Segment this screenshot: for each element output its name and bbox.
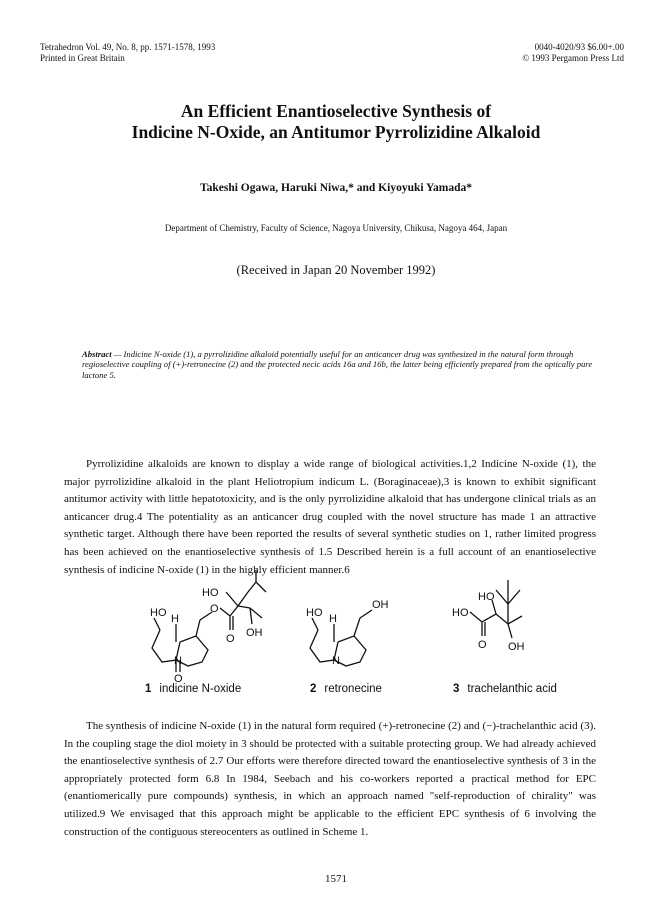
caption-compound-2 bbox=[310, 683, 382, 695]
o-carbonyl-label-1: O bbox=[226, 633, 235, 645]
caption-compound-1 bbox=[145, 683, 241, 695]
n-label-1: N bbox=[174, 655, 182, 667]
abstract-label: Abstract bbox=[82, 349, 112, 359]
o-nitroxide-label-1: O bbox=[174, 673, 183, 685]
compound-name-3: trachelanthic acid bbox=[467, 683, 557, 695]
abstract-text: — Indicine N-oxide (1), a pyrrolizidine alkaloid potentially useful for an anticancer drug was synthesized in the natural form through regioselective coupling of (+)-retronecine (2) and the protected necic acids 16a and 16b, the latter being efficiently prepared from the optically pure lactone 5. bbox=[82, 349, 593, 380]
body-paragraph: The synthesis of indicine N-oxide (1) in the natural form required (+)-retronecine (2) and (−)-trachelanthic acid (3). In the coupling stage the diol moiety in 3 should be protected with a suitable protecting group. We had already achieved the enantioselective synthesis of 2.7 Our efforts were therefore directed toward the enantioselective synthesis of 3 in the appropriately protected form 6.8 In 1984, Seebach and his co-workers reported a practical method for EPC (enantiomerically pure compounds) synthesis, in which an approach named "self-reproduction of chirality" was utilized.9 We envisaged that this approach might be applicable to the efficient EPC synthesis of 6 involving the construction of the contiguous stereocenters as outlined in Scheme 1. bbox=[64, 720, 596, 838]
compound-number-2: 2 bbox=[310, 683, 317, 695]
page-number: 1571 bbox=[325, 873, 347, 885]
journal-header-left bbox=[40, 42, 215, 64]
abstract bbox=[82, 349, 598, 380]
ho-label-1b: HO bbox=[202, 587, 219, 599]
authors: Takeshi Ogawa, Haruki Niwa,* and Kiyoyuki Yamada* bbox=[199, 182, 473, 194]
n-label-2: N bbox=[332, 655, 340, 667]
intro-paragraph: Pyrrolizidine alkaloids are known to display a wide range of biological activities.1,2 Indicine N-oxide (1), the major pyrrolizidine alkaloid in the plant Heliotropium indicum L. (Boraginaceae),3 is known to exhibit significant antitumor activity with little hepatotoxicity, and is the only pyrrolizidine alkaloid that has undergone clinical trials as an anticancer drug.4 The potentiality as an anticancer drug coupled with the novel structure has made 1 an attractive synthetic target. Although there have been reported the results of several synthetic studies on 1, rather limited progress has been achieved on the enantioselective synthesis of 1.5 Described herein is a full account of an enantioselective synthesis of indicine N-oxide (1) in the highly efficient manner.6 bbox=[64, 458, 596, 576]
received-date: (Received in Japan 20 November 1992) bbox=[236, 263, 436, 277]
title-line-2: Indicine N-Oxide, an Antitumor Pyrrolizidine Alkaloid bbox=[131, 122, 541, 142]
affiliation: Department of Chemistry, Faculty of Science, Nagoya University, Chikusa, Nagoya 464, Japan bbox=[164, 223, 508, 233]
h-label-1: H bbox=[171, 613, 179, 625]
structure-retronecine bbox=[306, 599, 389, 667]
journal-citation: Tetrahedron Vol. 49, No. 8, pp. 1571-1578, 1993 bbox=[40, 42, 216, 52]
caption-compound-3 bbox=[453, 683, 557, 695]
structure-trachelanthic-acid bbox=[452, 580, 525, 653]
title-line-1: An Efficient Enantioselective Synthesis of bbox=[180, 101, 492, 121]
ho-label-3: HO bbox=[452, 607, 469, 619]
printed-location: Printed in Great Britain bbox=[40, 53, 125, 63]
o-label-3: O bbox=[478, 639, 487, 651]
ho-label-2: HO bbox=[306, 607, 323, 619]
compound-name-2: retronecine bbox=[324, 683, 382, 695]
journal-header-right bbox=[522, 42, 624, 64]
ho-label-3b: HO bbox=[478, 591, 495, 603]
oh-label-2: OH bbox=[372, 599, 389, 611]
copyright: © 1993 Pergamon Press Ltd bbox=[522, 53, 624, 63]
o-ester-label-1: O bbox=[210, 603, 219, 615]
ho-label-1: HO bbox=[150, 607, 167, 619]
oh-label-3: OH bbox=[508, 641, 525, 653]
compound-name-1: indicine N-oxide bbox=[159, 683, 242, 695]
oh-label-1: OH bbox=[246, 627, 263, 639]
h-label-2: H bbox=[329, 613, 337, 625]
compound-number-1: 1 bbox=[145, 683, 152, 695]
issn-price: 0040-4020/93 $6.00+.00 bbox=[534, 42, 624, 52]
compound-number-3: 3 bbox=[453, 683, 460, 695]
chemical-structures-figure bbox=[0, 560, 672, 685]
paper-title bbox=[0, 101, 672, 143]
structure-indicine-n-oxide bbox=[150, 570, 266, 685]
